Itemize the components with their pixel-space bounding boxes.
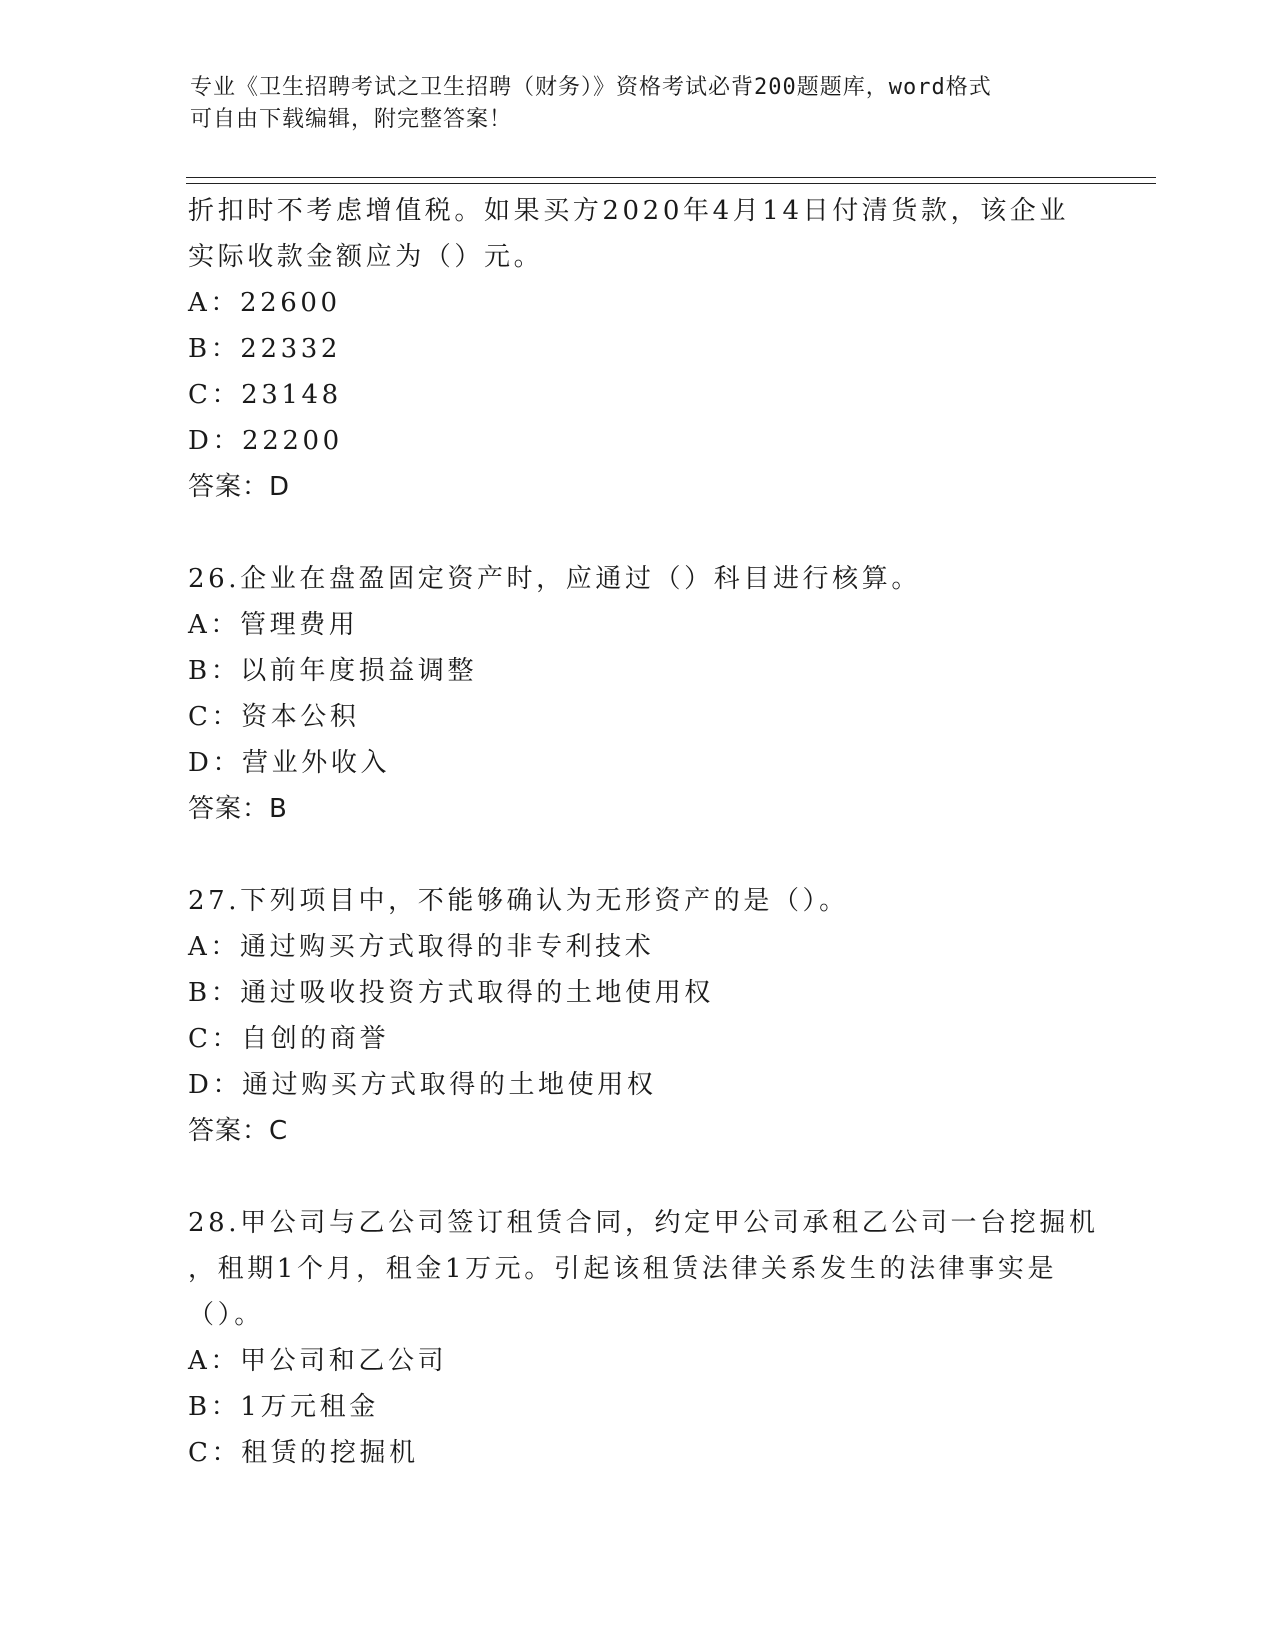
question-block-26 (188, 556, 1138, 832)
option-b: B：以前年度损益调整 (188, 656, 478, 686)
option-c: C：自创的商誉 (188, 1024, 390, 1054)
question-text-line: 27.下列项目中，不能够确认为无形资产的是（）。 (188, 886, 849, 916)
option-a: A：甲公司和乙公司 (188, 1346, 448, 1376)
header-divider-bottom (186, 183, 1156, 184)
question-text-line: 折扣时不考虑增值税。如果买方2020年4月14日付清货款，该企业 (188, 196, 1069, 226)
question-block-25 (188, 188, 1138, 510)
option-c: C：资本公积 (188, 702, 360, 732)
answer-label: 答案：C (188, 1116, 289, 1146)
question-block-27 (188, 878, 1138, 1154)
option-d: D：22200 (188, 426, 343, 456)
question-content (188, 188, 1138, 1476)
question-block-28 (188, 1200, 1138, 1476)
option-d: D：营业外收入 (188, 748, 391, 778)
question-text-line: 28.甲公司与乙公司签订租赁合同，约定甲公司承租乙公司一台挖掘机 (188, 1208, 1099, 1238)
option-d: D：通过购买方式取得的土地使用权 (188, 1070, 657, 1100)
answer-label: 答案：D (188, 472, 291, 502)
document-header (190, 72, 1090, 136)
header-line-2: 可自由下载编辑，附完整答案！ (190, 107, 513, 132)
header-divider-top (186, 177, 1156, 178)
option-b: B：22332 (188, 334, 342, 364)
option-a: A：22600 (188, 288, 341, 318)
option-a: A：管理费用 (188, 610, 359, 640)
option-a: A：通过购买方式取得的非专利技术 (188, 932, 655, 962)
answer-label: 答案：B (188, 794, 288, 824)
question-text-line: ，租期1个月，租金1万元。引起该租赁法律关系发生的法律事实是 (188, 1254, 1058, 1284)
question-text-line: 实际收款金额应为（）元。 (188, 242, 544, 272)
option-b: B：通过吸收投资方式取得的土地使用权 (188, 978, 714, 1008)
option-c: C：23148 (188, 380, 342, 410)
option-c: C：租赁的挖掘机 (188, 1438, 419, 1468)
question-text-line: 26.企业在盘盈固定资产时，应通过（）科目进行核算。 (188, 564, 921, 594)
option-b: B：1万元租金 (188, 1392, 379, 1422)
header-line-1: 专业《卫生招聘考试之卫生招聘（财务）》资格考试必背200题题库，word格式 (190, 75, 992, 100)
question-text-line: （）。 (188, 1300, 264, 1330)
